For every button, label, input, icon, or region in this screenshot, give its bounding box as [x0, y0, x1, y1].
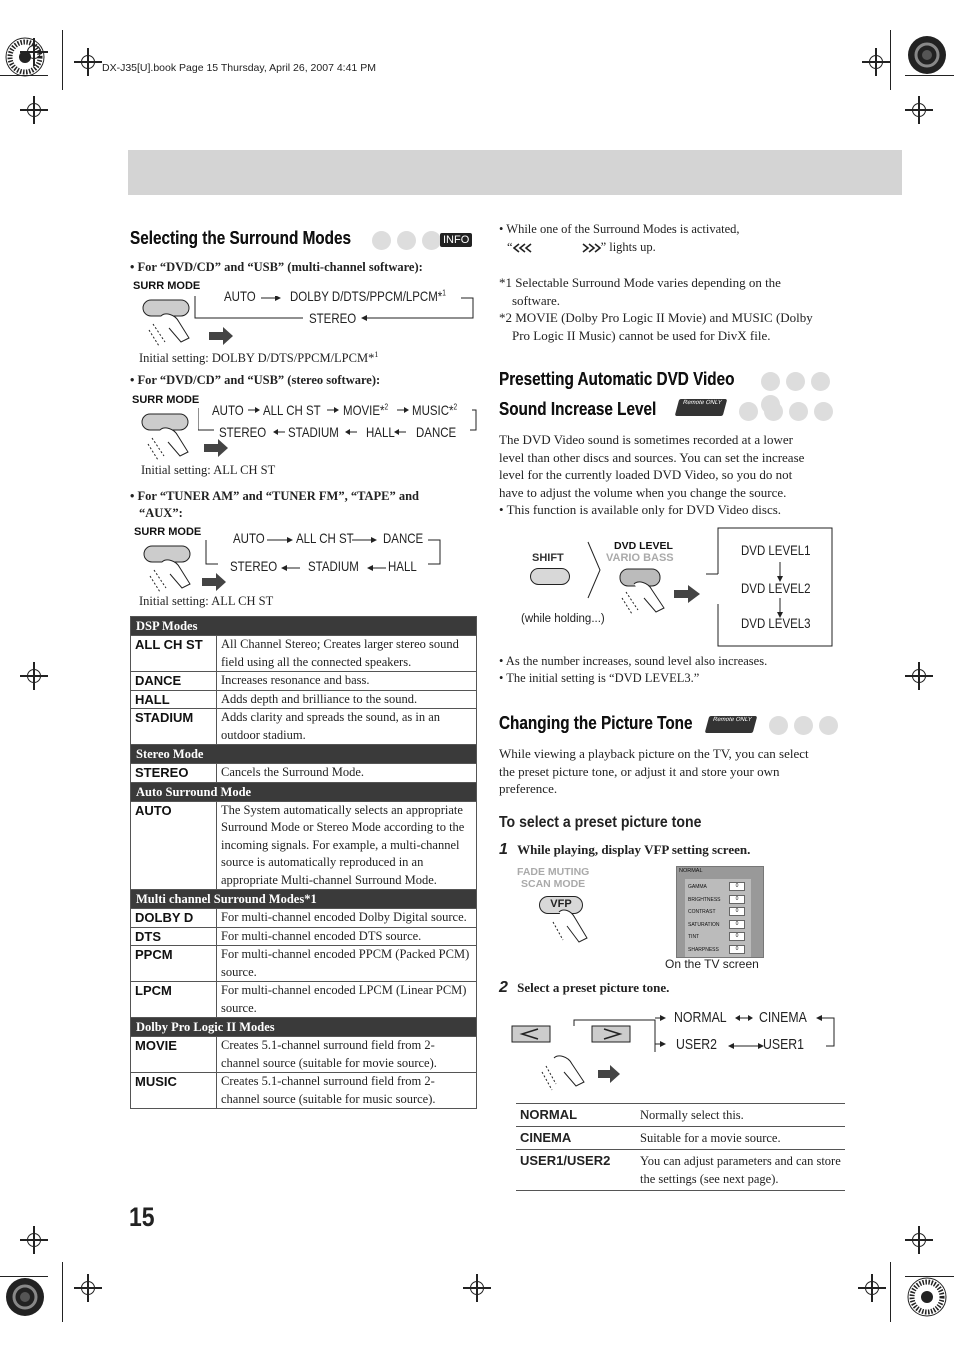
screen-row: [685, 882, 751, 892]
dvd-level-2: DVD LEVEL2: [741, 580, 811, 596]
mode-key: ALL CH ST: [131, 636, 217, 672]
step-2: 2 Select a preset picture tone.: [499, 979, 670, 996]
surr-diagram-1: [133, 278, 478, 348]
screen-row-value: 0: [729, 945, 745, 954]
crop-mark: [890, 30, 891, 90]
mode-stadium: STADIUM: [288, 424, 339, 440]
mode-auto: AUTO: [224, 288, 256, 304]
crop-mark: [0, 1276, 48, 1277]
table-row: [516, 1104, 845, 1127]
tone-user1: USER1: [763, 1036, 805, 1053]
surround-modes-table: [130, 616, 477, 1109]
picture-tone-table: [516, 1103, 845, 1191]
dvd-level-bullet-2: • The initial setting is “DVD LEVEL3.”: [499, 671, 700, 685]
screen-row: [685, 932, 751, 942]
registration-mark: [858, 1274, 886, 1302]
dvd-level-diagram: [510, 526, 840, 650]
table-row: [131, 1037, 477, 1073]
registration-mark: [20, 662, 48, 690]
surr-diagram-2: [132, 392, 477, 462]
bullet-tuner-a: • For “TUNER AM” and “TUNER FM”, “TAPE” and: [130, 489, 420, 503]
footnote-2: *2 MOVIE (Dolby Pro Logic II Movie) and MUSIC (Dolby Pro Logic II Music) cannot be used for DivX file.: [499, 310, 813, 343]
screen-row-value: 0: [729, 895, 745, 904]
indicator-note: • While one of the Surround Modes is activated,: [499, 222, 740, 236]
crop-mark: [890, 1262, 891, 1322]
registration-mark: [20, 96, 48, 124]
screen-row-value: 0: [729, 920, 745, 929]
mode-key: STADIUM: [131, 709, 217, 745]
mode-description: Creates 5.1-channel surround field from 2-channel source (suitable for movie source).: [217, 1037, 477, 1073]
starburst-mark: [4, 1276, 46, 1318]
table-row: [131, 709, 477, 745]
registration-mark: [905, 662, 933, 690]
bullet-stereo-software: • For “DVD/CD” and “USB” (stereo software):: [130, 373, 381, 387]
screen-row-value: 0: [729, 907, 745, 916]
shift-button: [530, 568, 570, 585]
picture-tone-section-header: [499, 713, 844, 739]
crop-mark: [905, 1276, 954, 1277]
mode-key: PPCM: [131, 946, 217, 982]
crop-mark: [0, 75, 48, 76]
surr-diagram-3: [134, 524, 479, 596]
shift-label: SHIFT: [532, 552, 564, 564]
table-row: [516, 1150, 845, 1191]
section-title-2: Sound Increase Level: [499, 399, 657, 419]
screen-row: [685, 907, 751, 917]
mode-music: MUSIC*$^2$: [412, 402, 458, 418]
info-badge: INFO: [440, 233, 472, 247]
mode-all-ch-st: ALL CH ST: [296, 530, 354, 546]
surround-section-header: [130, 228, 475, 254]
dvd-level-3: DVD LEVEL3: [741, 615, 811, 631]
tone-key: NORMAL: [516, 1104, 636, 1127]
table-row: [131, 909, 477, 928]
table-row: [131, 672, 477, 691]
mode-key: DTS: [131, 927, 217, 946]
section-label: Stereo Mode: [131, 745, 477, 764]
mode-auto: AUTO: [212, 402, 244, 418]
tone-cinema: CINEMA: [759, 1009, 807, 1026]
tone-key: CINEMA: [516, 1127, 636, 1150]
mode-description: For multi-channel encoded LPCM (Linear PCM) source.: [217, 982, 477, 1018]
mode-key: DOLBY D: [131, 909, 217, 928]
title-dots: [372, 231, 447, 254]
mode-movie: MOVIE*$^2$: [343, 402, 389, 418]
mode-stereo: STEREO: [230, 558, 278, 574]
screen-rows: [685, 879, 751, 957]
screen-row-name: SHARPNESS: [688, 946, 719, 953]
surr-mode-label: SURR MODE: [132, 394, 200, 406]
vario-bass-label: VARIO BASS: [606, 552, 674, 564]
screen-row-name: TINT: [688, 934, 700, 940]
table-section-row: [131, 745, 477, 764]
section-title: Changing the Picture Tone: [499, 713, 693, 733]
mode-stadium: STADIUM: [308, 558, 359, 574]
mode-auto: AUTO: [233, 530, 265, 546]
bracket-icon: [586, 540, 606, 600]
table-section-row: [131, 890, 477, 909]
picture-tone-paragraph: While viewing a playback picture on the TV, you can select the preset picture tone, or adjust it and store your own preference.: [499, 746, 809, 796]
page-number: 15: [129, 1202, 155, 1232]
subheading-preset-tone: To select a preset picture tone: [499, 814, 702, 831]
table-section-row: [131, 617, 477, 636]
tone-description: Normally select this.: [636, 1104, 845, 1127]
remote-only-badge: Remote ONLY: [705, 716, 758, 733]
header-bar: [128, 150, 902, 195]
surround-indicator-icon: [513, 243, 601, 253]
section-label: Auto Surround Mode: [131, 782, 477, 801]
picture-tone-cycle-diagram: [510, 1008, 840, 1096]
section-label: Multi channel Surround Modes*1: [131, 890, 477, 909]
tone-user2: USER2: [676, 1036, 718, 1053]
mode-description: For multi-channel encoded Dolby Digital source.: [217, 909, 477, 928]
mode-key: MOVIE: [131, 1037, 217, 1073]
mode-dance: DANCE: [416, 424, 457, 440]
screen-row-name: CONTRAST: [688, 909, 716, 915]
hand-icon: [551, 908, 601, 948]
mode-key: STEREO: [131, 764, 217, 783]
dvd-level-button-press: [616, 566, 716, 636]
bullet-tuner-b: “AUX”:: [139, 506, 183, 520]
title-dots: [739, 402, 839, 425]
table-row: [516, 1127, 845, 1150]
registration-mark: [463, 1274, 491, 1302]
dvd-level-paragraph: The DVD Video sound is sometimes recorded at a lower level than other discs and sources. You can set the increase level for the currently loaded DVD Video, so you do not have to adjust the volume when you change the source. • This function is available only for DVD Video discs.: [499, 432, 805, 517]
registration-mark: [20, 1226, 48, 1254]
surr-mode-label: SURR MODE: [134, 526, 202, 538]
mode-key: LPCM: [131, 982, 217, 1018]
screen-row-name: SATURATION: [688, 921, 720, 928]
screen-row-name: GAMMA: [688, 884, 707, 890]
tone-description: Suitable for a movie source.: [636, 1127, 845, 1150]
mode-description: The System automatically selects an appropriate Surround Mode or Stereo Mode according to the incoming signals. For example, a multi-channel source is automatically reproduced in an appropriate Multi-channel Surround Mode.: [217, 801, 477, 890]
mode-description: Creates 5.1-channel surround field from 2-channel source (suitable for music source).: [217, 1073, 477, 1109]
mode-dolby: DOLBY D/DTS/PPCM/LPCM*$^1$: [290, 288, 446, 304]
screen-row-name: BRIGHTNESS: [688, 896, 721, 903]
table-row: [131, 927, 477, 946]
dvd-level-1: DVD LEVEL1: [741, 542, 811, 558]
section-label: DSP Modes: [131, 617, 477, 636]
remote-only-badge: Remote ONLY: [675, 399, 728, 416]
crop-mark: [62, 30, 63, 90]
print-info: DX-J35[U].book Page 15 Thursday, April 26, 2007 4:41 PM: [102, 62, 376, 74]
mode-key: MUSIC: [131, 1073, 217, 1109]
mode-key: HALL: [131, 690, 217, 709]
tone-description: You can adjust parameters and can store the settings (see next page).: [636, 1150, 845, 1191]
table-section-row: [131, 782, 477, 801]
dvd-level-label: DVD LEVEL: [614, 540, 673, 552]
screen-row: [685, 920, 751, 930]
crop-mark: [905, 75, 954, 76]
registration-mark: [905, 96, 933, 124]
table-row: [131, 801, 477, 890]
crop-mark: [62, 1262, 63, 1322]
title-dots: [769, 716, 844, 739]
table-row: [131, 946, 477, 982]
surr-mode-label: SURR MODE: [133, 280, 201, 292]
table-row: [131, 636, 477, 672]
mode-all-ch-st: ALL CH ST: [263, 402, 321, 418]
registration-mark: [862, 48, 890, 76]
table-row: [131, 764, 477, 783]
on-tv-caption: On the TV screen: [665, 957, 759, 971]
table-section-row: [131, 1018, 477, 1037]
section-title: Presetting Automatic DVD Video: [499, 369, 735, 389]
table-row: [131, 690, 477, 709]
table-row: [131, 982, 477, 1018]
registration-mark: [905, 1226, 933, 1254]
initial-setting-1: Initial setting: DOLBY D/DTS/PPCM/LPCM*$^1$: [139, 350, 379, 366]
fade-muting-label: FADE MUTING SCAN MODE: [517, 866, 590, 890]
while-holding-note: (while holding...): [521, 613, 605, 625]
mode-description: For multi-channel encoded PPCM (Packed PCM) source.: [217, 946, 477, 982]
mode-description: Adds depth and brilliance to the sound.: [217, 690, 477, 709]
mode-description: For multi-channel encoded DTS source.: [217, 927, 477, 946]
section-title: Selecting the Surround Modes: [130, 228, 352, 248]
table-row: [131, 1073, 477, 1109]
mode-description: Cancels the Surround Mode.: [217, 764, 477, 783]
screen-row-value: 0: [729, 882, 745, 891]
tone-key: USER1/USER2: [516, 1150, 636, 1191]
starburst-mark: [4, 36, 46, 78]
mode-key: AUTO: [131, 801, 217, 890]
mode-dance: DANCE: [383, 530, 424, 546]
mode-key: DANCE: [131, 672, 217, 691]
mode-description: Adds clarity and spreads the sound, as in an outdoor stadium.: [217, 709, 477, 745]
footnote-1: *1 Selectable Surround Mode varies depending on the software.: [499, 275, 781, 308]
tone-normal: NORMAL: [674, 1009, 727, 1026]
vfp-tv-screen: [676, 866, 764, 958]
mode-description: All Channel Stereo; Creates larger stereo sound field using all the connected speakers.: [217, 636, 477, 672]
initial-setting-3: Initial setting: ALL CH ST: [139, 594, 274, 608]
mode-stereo: STEREO: [309, 310, 357, 326]
registration-mark: [74, 1274, 102, 1302]
step-1: 1 While playing, display VFP setting screen.: [499, 841, 751, 858]
dvd-level-bullet-1: • As the number increases, sound level also increases.: [499, 654, 768, 668]
indicator-line: “ ” lights up.: [507, 240, 656, 254]
screen-title: NORMAL: [679, 868, 703, 874]
mode-stereo: STEREO: [219, 424, 267, 440]
screen-row-value: 0: [729, 932, 745, 941]
section-label: Dolby Pro Logic II Modes: [131, 1018, 477, 1037]
initial-setting-2: Initial setting: ALL CH ST: [141, 463, 276, 477]
registration-mark: [74, 48, 102, 76]
bullet-multichannel: • For “DVD/CD” and “USB” (multi-channel software):: [130, 260, 423, 274]
mode-description: Increases resonance and bass.: [217, 672, 477, 691]
starburst-mark: [906, 34, 948, 76]
vfp-button: VFP: [539, 896, 583, 914]
screen-row: [685, 945, 751, 955]
mode-hall: HALL: [366, 424, 395, 440]
screen-row: [685, 895, 751, 905]
vfp-button-diagram: [515, 864, 635, 954]
starburst-mark: [906, 1276, 948, 1318]
dvd-level-section-header: [499, 369, 844, 425]
mode-hall: HALL: [388, 558, 417, 574]
